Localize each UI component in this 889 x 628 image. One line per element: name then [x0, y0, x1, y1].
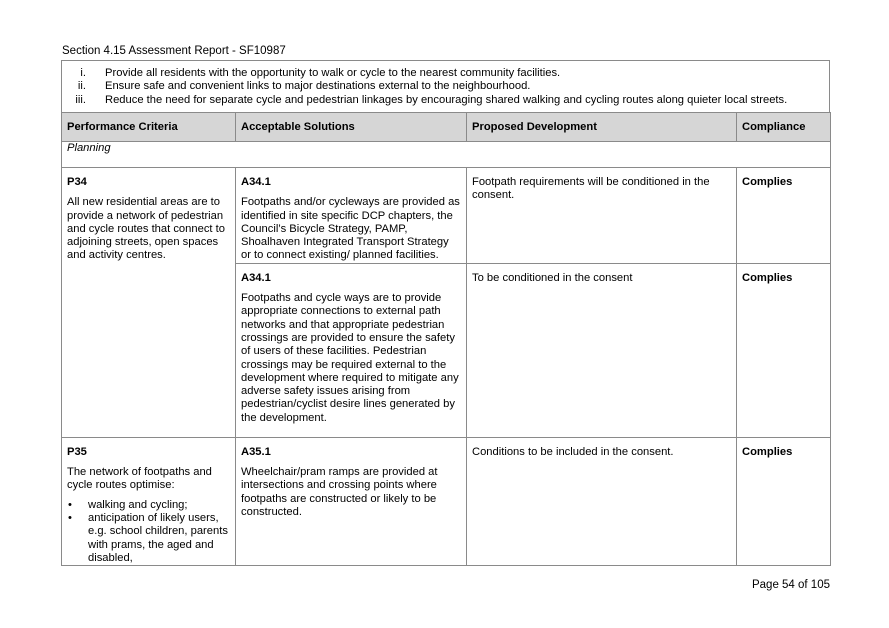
objective-text: Provide all residents with the opportunity to walk or cycle to the nearest community facilities.: [105, 67, 561, 79]
criteria-cell-p35: [62, 437, 236, 565]
criteria-cell-p34: [62, 168, 236, 438]
intro-objectives-box: [61, 60, 830, 112]
criteria-code: P35: [67, 445, 87, 458]
bullet-icon: •: [68, 498, 72, 511]
list-numeral: i.: [80, 67, 86, 79]
solution-text: Footpaths and/or cycleways are provided as identified in site specific DCP chapters, the Council’s Bicycle Strategy, PAMP, Shoalhaven Integrated Transport Strategy or to connect existing/ planned facilities.: [241, 196, 460, 262]
report-title: Section 4.15 Assessment Report - SF10987: [62, 45, 286, 57]
bullet-text: walking and cycling;: [88, 498, 188, 511]
objective-text: Ensure safe and convenient links to major destinations external to the neighbourhood.: [105, 80, 531, 93]
header-compliance: Compliance: [737, 113, 831, 142]
criteria-text: All new residential areas are to provide a network of pedestrian and cycle routes that connect to adjoining streets, open spaces and activity centres.: [67, 196, 225, 262]
solution-cell: [236, 168, 467, 264]
objective-item: [62, 67, 829, 80]
criteria-text: The network of footpaths and cycle routes optimise:: [67, 466, 212, 492]
solution-cell: [236, 437, 467, 565]
bullet-icon: •: [68, 511, 72, 524]
list-item: [67, 512, 230, 565]
solution-text: Wheelchair/pram ramps are provided at intersections and crossing points where footpaths are constructed or likely to be constructed.: [241, 466, 438, 518]
compliance-cell: Complies: [737, 263, 831, 437]
table-row: [62, 437, 831, 565]
header-proposed-development: Proposed Development: [467, 113, 737, 142]
table-row: [62, 168, 831, 264]
solution-cell: [236, 263, 467, 437]
header-acceptable-solutions: Acceptable Solutions: [236, 113, 467, 142]
criteria-code: P34: [67, 176, 87, 188]
assessment-table: [61, 112, 831, 566]
list-item: [67, 499, 230, 512]
objective-item: [62, 94, 829, 107]
criteria-bullet-list: [67, 499, 230, 565]
solution-text: Footpaths and cycle ways are to provide appropriate connections to external path networks and that appropriate pedestrian crossings are provided to ensure the safety of users of these facilities. Pedestrian crossings may be required external to the development where required to mitigate any adverse safety issues arising from pedestrian/cyclist desire lines generated by the development.: [241, 292, 459, 424]
compliance-cell: Complies: [737, 437, 831, 565]
objective-text: Reduce the need for separate cycle and pedestrian linkages by encouraging shared walking and cycling routes along quieter local streets.: [105, 93, 788, 106]
page-number: Page 54 of 105: [751, 579, 830, 591]
section-label: Planning: [62, 142, 831, 168]
compliance-cell: Complies: [737, 168, 831, 264]
bullet-text: anticipation of likely users, e.g. school children, parents with prams, the aged and disabled,: [88, 511, 228, 564]
table-header-row: [62, 113, 831, 142]
objectives-list: [62, 61, 829, 107]
solution-code: A35.1: [241, 445, 271, 458]
solution-code: A34.1: [241, 176, 271, 188]
section-row: [62, 142, 831, 168]
proposed-cell: Conditions to be included in the consent.: [467, 437, 737, 565]
solution-code: A34.1: [241, 271, 271, 284]
proposed-cell: To be conditioned in the consent: [467, 263, 737, 437]
list-numeral: ii.: [77, 80, 86, 93]
objective-item: [62, 80, 829, 93]
list-numeral: iii.: [75, 93, 86, 106]
proposed-cell: Footpath requirements will be conditioned in the consent.: [467, 168, 737, 264]
header-performance-criteria: Performance Criteria: [62, 113, 236, 142]
